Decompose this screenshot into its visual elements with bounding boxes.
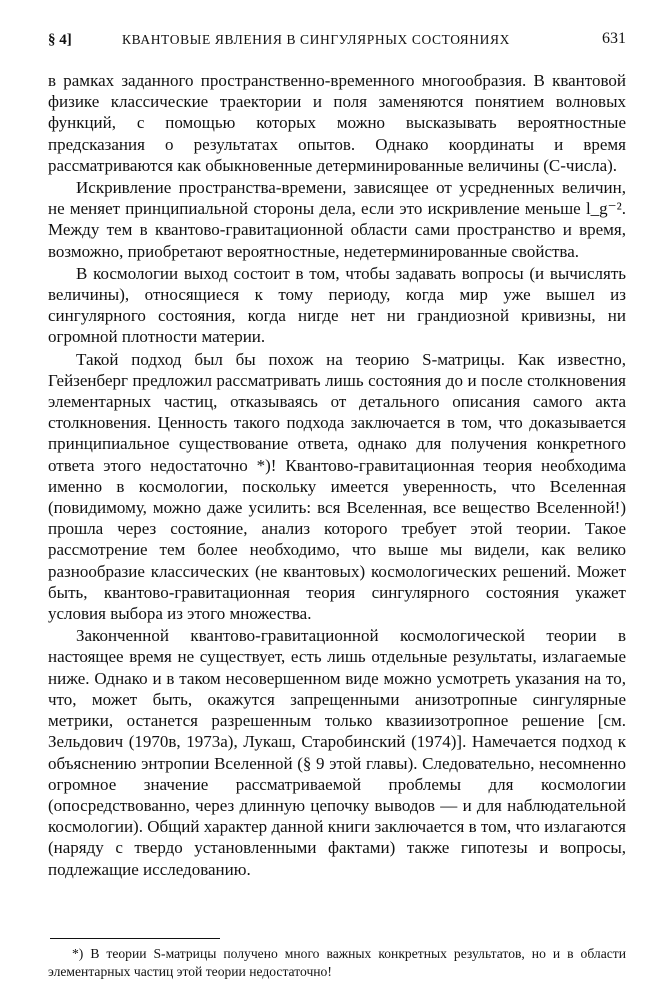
paragraph-4: Такой подход был бы похож на теорию S-матрицы. Как известно, Гейзенберг предложил рассматривать лишь состояния до и после столкновения элементарных частиц, отказываясь от детального описания самого акта столкновения. Ценность такого подхода заключается в том, что доказывается принципиальное существование ответа, однако для получения конкретного ответа этого недостаточно *)! Квантово-гравитационная теория необходима именно в космологии, поскольку имеется уверенность, что Вселенная (повидимому, можно даже усилить: вся Вселенная, все вещество Вселенной!) прошла через состояние, анализ которого требует этой теории. Такое рассмотрение тем более необходимо, что выше мы видели, как велико разнообразие классических (не квантовых) космологических решений. Может быть, квантово-гравитационная теория сингулярного состояния укажет условия выбора из этого множества. <box>48 349 626 624</box>
running-header <box>48 30 626 54</box>
paragraph-3: В космологии выход состоит в том, чтобы задавать вопросы (и вычислять величины), относящиеся к тому периоду, когда мир уже вышел из сингулярного состояния, когда нигде нет ни грандиозной кривизны, ни огромной плотности материи. <box>48 263 626 347</box>
footnote-rule <box>50 938 220 939</box>
paragraph-1: в рамках заданного пространственно-временного многообразия. В квантовой физике классические траектории и поля заменяются понятием волновых функций, с помощью которых можно высказывать вероятностные предсказания о результатах опытов. Однако координаты и время рассматриваются как обыкновенные детерминированные величины (C-числа). <box>48 71 626 175</box>
footnote <box>48 945 626 981</box>
page-number: 631 <box>602 30 626 47</box>
section-marker: § 4] <box>48 32 72 48</box>
running-title: КВАНТОВЫЕ ЯВЛЕНИЯ В СИНГУЛЯРНЫХ СОСТОЯНИЯХ <box>122 32 510 47</box>
paragraph-5: Законченной квантово-гравитационной космологической теории в настоящее время не существует, есть лишь отдельные результаты, излагаемые ниже. Однако и в таком несовершенном виде можно усмотреть указания на то, что, может быть, окажутся запрещенными анизотропные сингулярные метрики, останется разрешенным только квазиизотропное решение [см. Зельдович (1970в, 1973а), Лукаш, Старобинский (1974)]. Намечается подход к объяснению энтропии Вселенной (§ 9 этой главы). Следовательно, несомненно огромное значение рассматриваемой проблемы для космологии (опосредствованно, через длинную цепочку выводов — и для наблюдательной космологии). Общий характер данной книги заключается в том, что излагаются (наряду с твердо установленными фактами) также гипотезы и вопросы, подлежащие исследованию. <box>48 626 626 879</box>
footnote-text: *) В теории S-матрицы получено много важных конкретных результатов, но и в области элементарных частиц этой теории недостаточно! <box>48 946 626 979</box>
body-text <box>48 70 626 880</box>
paragraph-2: Искривление пространства-времени, зависящее от усредненных величин, не меняет принципиальной стороны дела, если это искривление меньше l_g⁻². Между тем в квантово-гравитационной области сами пространство и время, возможно, приобретают вероятностные, недетерминированные свойства. <box>48 178 626 261</box>
